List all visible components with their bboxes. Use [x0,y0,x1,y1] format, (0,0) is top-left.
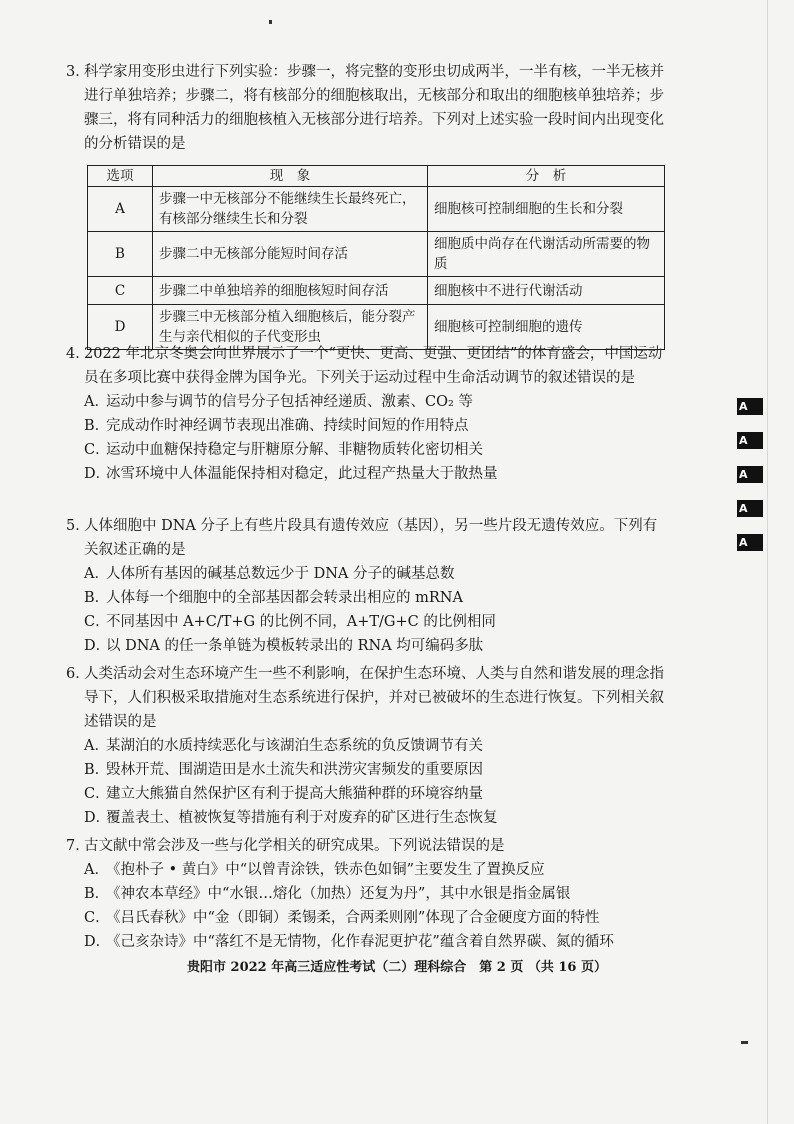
table-row [88,232,665,277]
table-cell-phenomenon: 步骤一中无核部分不能继续生长最终死亡，有核部分继续生长和分裂 [153,187,428,232]
question-6 [66,662,666,830]
option-d [84,462,666,486]
option-letter: B． [84,886,110,902]
option-letter: B． [84,418,110,434]
option-letter: C． [84,442,110,458]
option-d [84,930,666,954]
q3-analysis-table [87,165,665,350]
option-letter: A． [84,566,109,582]
scan-speck [741,1041,748,1044]
option-text: 人体每一个细胞中的全部基因都会转录出相应的 mRNA [106,590,463,606]
question-stem: 人类活动会对生态环境产生一些不利影响，在保护生态环境、人类与自然和谐发展的理念指导下，人们积极采取措施对生态系统进行保护，并对已被破坏的生态进行恢复。下列相关叙述错误的是 [84,666,664,730]
option-letter: B． [84,590,110,606]
option-letter: D． [84,810,111,826]
side-registration-mark: A [737,466,763,483]
table-header: 分 析 [428,166,665,187]
option-text: 运动中血糖保持稳定与肝糖原分解、非糖物质转化密切相关 [106,442,483,458]
table-header-row [88,166,665,187]
option-text: 不同基因中 A+C/T+G 的比例不同，A+T/G+C 的比例相同 [106,614,496,630]
option-letter: B． [84,762,110,778]
question-number: 4． [66,346,90,362]
table-cell-option: C [88,277,153,305]
table-header: 现 象 [153,166,428,187]
table-cell-option: A [88,187,153,232]
table-cell-analysis: 细胞质中尚存在代谢活动所需要的物质 [428,232,665,277]
side-registration-mark: A [737,534,763,551]
table-row [88,277,665,305]
option-letter: C． [84,910,110,926]
option-letter: C． [84,786,110,802]
question-stem: 科学家用变形虫进行下列实验：步骤一，将完整的变形虫切成两半，一半有核，一半无核并进行单独培养；步骤二，将有核部分的细胞核取出，无核部分和取出的细胞核单独培养；步骤三，将有同种活力的细胞核植入无核部分进行培养。下列对上述实验一段时间内出现变化的分析错误的是 [84,64,664,152]
option-d [84,806,666,830]
option-a [84,390,666,414]
option-text: 覆盖表土、植被恢复等措施有利于对废弃的矿区进行生态恢复 [106,810,498,826]
table-cell-analysis: 细胞核可控制细胞的遗传 [428,305,665,350]
option-text: 《吕氏春秋》中“金（即铜）柔锡柔，合两柔则刚”体现了合金硬度方面的特性 [106,910,600,926]
option-text: 某湖泊的水质持续恶化与该湖泊生态系统的负反馈调节有关 [106,738,483,754]
side-registration-mark: A [737,398,763,415]
table-cell-option: B [88,232,153,277]
option-text: 《神农本草经》中“水银…熔化（加热）还复为丹”，其中水银是指金属银 [106,886,571,902]
question-number: 3． [66,64,90,80]
table-row [88,187,665,232]
option-text: 《抱朴子 • 黄白》中“以曾青涂铁，铁赤色如铜”主要发生了置换反应 [106,862,545,878]
question-3 [66,60,666,156]
option-c [84,906,666,930]
table-header: 选项 [88,166,153,187]
question-stem: 2022 年北京冬奥会向世界展示了一个“更快、更高、更强、更团结”的体育盛会，中国运动员在多项比赛中获得金牌为国争光。下列关于运动过程中生命活动调节的叙述错误的是 [84,346,663,386]
question-number: 7． [66,838,90,854]
question-5 [66,514,666,658]
option-text: 运动中参与调节的信号分子包括神经递质、激素、CO₂ 等 [106,394,473,410]
question-7 [66,834,666,954]
option-b [84,414,666,438]
option-text: 完成动作时神经调节表现出准确、持续时间短的作用特点 [106,418,469,434]
option-b [84,758,666,782]
option-letter: D． [84,638,111,654]
question-4 [66,342,666,486]
option-letter: D． [84,466,111,482]
option-letter: D． [84,934,111,950]
option-a [84,858,666,882]
question-number: 6． [66,666,90,682]
option-c [84,438,666,462]
side-registration-mark: A [737,500,763,517]
scan-speck [269,20,272,24]
question-stem: 古文献中常会涉及一些与化学相关的研究成果。下列说法错误的是 [84,838,505,854]
table-cell-phenomenon: 步骤三中无核部分植入细胞核后，能分裂产生与亲代相似的子代变形虫 [153,305,428,350]
table-cell-analysis: 细胞核中不进行代谢活动 [428,277,665,305]
option-text: 毁林开荒、围湖造田是水土流失和洪涝灾害频发的重要原因 [106,762,483,778]
option-letter: A． [84,862,109,878]
question-number: 5． [66,518,90,534]
side-registration-mark: A [737,432,763,449]
option-d [84,634,666,658]
option-c [84,610,666,634]
option-letter: A． [84,738,109,754]
table-cell-option: D [88,305,153,350]
page-footer: 贵阳市 2022 年高三适应性考试（二）理科综合 第 2 页 （共 16 页） [187,960,607,975]
option-a [84,562,666,586]
option-letter: C． [84,614,110,630]
option-letter: A． [84,394,109,410]
option-b [84,586,666,610]
table-cell-phenomenon: 步骤二中单独培养的细胞核短时间存活 [153,277,428,305]
question-stem: 人体细胞中 DNA 分子上有些片段具有遗传效应（基因），另一些片段无遗传效应。下列有关叙述正确的是 [84,518,658,558]
table-cell-phenomenon: 步骤二中无核部分能短时间存活 [153,232,428,277]
option-text: 冰雪环境中人体温能保持相对稳定，此过程产热量大于散热量 [106,466,498,482]
option-text: 建立大熊猫自然保护区有利于提高大熊猫种群的环境容纳量 [106,786,483,802]
option-text: 《己亥杂诗》中“落红不是无情物，化作春泥更护花”蕴含着自然界碳、氮的循环 [106,934,614,950]
table-cell-analysis: 细胞核可控制细胞的生长和分裂 [428,187,665,232]
option-c [84,782,666,806]
option-text: 人体所有基因的碱基总数远少于 DNA 分子的碱基总数 [106,566,455,582]
option-text: 以 DNA 的任一条单链为模板转录出的 RNA 均可编码多肽 [106,638,484,654]
option-b [84,882,666,906]
option-a [84,734,666,758]
